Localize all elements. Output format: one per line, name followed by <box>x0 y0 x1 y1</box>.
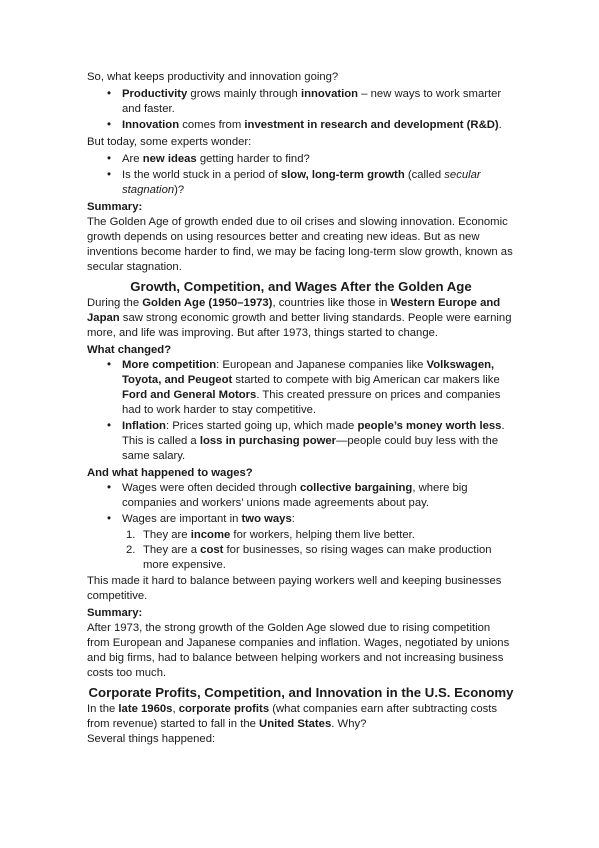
bold-text: new ideas <box>142 153 197 165</box>
text-run: In the <box>87 703 119 715</box>
summary-paragraph: The Golden Age of growth ended due to oil crises and slowing innovation. Economic growth depends on using resources better and creating new ideas. But as new inventions become harder to find, we may be facing long-term slow growth, known as secular stagnation. <box>87 216 513 273</box>
bold-text: two ways <box>241 513 292 525</box>
changes-list <box>87 358 515 464</box>
bold-text: slow, long-term growth <box>280 169 405 181</box>
bold-text: United States <box>259 718 332 730</box>
questions-list <box>87 152 515 198</box>
summary-label-2: Summary: <box>87 607 143 619</box>
bold-text: collective bargaining <box>299 482 413 494</box>
list-item <box>87 118 515 133</box>
bold-text: late 1960s <box>118 703 173 715</box>
bold-text: loss in purchasing power <box>199 435 337 447</box>
several-text: Several things happened: <box>87 733 216 745</box>
text-run: (what companies earn after subtracting costs from revenue) started to fall in the <box>87 703 498 730</box>
text-run: started to compete with big American car makers like <box>232 374 500 386</box>
bold-text: Inflation <box>122 420 166 432</box>
bold-text: corporate profits <box>178 703 270 715</box>
section-heading: Growth, Competition, and Wages After the Golden Age <box>130 279 472 294</box>
list-item <box>87 512 515 527</box>
text-run: . This created pressure on prices and companies had to work harder to stay competitive. <box>122 389 501 416</box>
profits-paragraph <box>87 702 515 732</box>
text-run: grows mainly through <box>187 88 301 100</box>
bold-text: investment in research and development (R&D) <box>244 119 499 131</box>
golden-age-paragraph <box>87 296 515 341</box>
list-item <box>87 87 515 117</box>
item-number: 2. <box>126 544 136 556</box>
intro-text: So, what keeps productivity and innovation going? <box>87 71 339 83</box>
section-heading-2: Corporate Profits, Competition, and Innovation in the U.S. Economy <box>88 685 514 700</box>
list-item <box>87 168 515 198</box>
text-run: for businesses, so rising wages can make production more expensive. <box>143 544 492 571</box>
bold-text: Volkswagen, Toyota, and Peugeot <box>122 359 495 386</box>
text-run: )? <box>174 184 185 196</box>
summary-paragraph-2: After 1973, the strong growth of the Golden Age slowed due to rising competition from European and Japanese companies and inflation. Wages, negotiated by unions and big firms, had to balance between helping workers and not increasing business costs too much. <box>87 622 510 679</box>
bold-text: Innovation <box>122 119 180 131</box>
text-run: They are a <box>143 544 201 556</box>
bold-text: Western Europe and Japan <box>87 297 501 324</box>
what-changed-label: What changed? <box>87 344 172 356</box>
text-run: Is the world stuck in a period of <box>122 169 281 181</box>
bold-text: Golden Age (1950–1973) <box>142 297 273 309</box>
text-run: for workers, helping them live better. <box>230 529 415 541</box>
text-run: , where big companies and workers’ unions made agreements about pay. <box>122 482 468 509</box>
text-run: They are <box>143 529 191 541</box>
bold-text: innovation <box>300 88 359 100</box>
text-run: (called <box>404 169 445 181</box>
summary-label: Summary: <box>87 201 143 213</box>
productivity-list <box>87 87 515 133</box>
list-item <box>87 358 515 418</box>
experts-text: But today, some experts wonder: <box>87 136 252 148</box>
text-run: —people could buy less with the same salary. <box>122 435 499 462</box>
wage-ways-list <box>87 528 515 573</box>
numbered-item <box>87 543 515 573</box>
text-run: Are <box>122 153 143 165</box>
wages-question-label: And what happened to wages? <box>87 467 253 479</box>
balance-paragraph: This made it hard to balance between paying workers well and keeping businesses competitive. <box>87 575 502 602</box>
italic-text: secular stagnation <box>122 169 481 196</box>
bold-text: cost <box>200 544 224 556</box>
numbered-item <box>87 528 515 543</box>
text-run: Wages are important in <box>122 513 242 525</box>
text-run: : Prices started going up, which made <box>165 420 358 432</box>
bold-text: More competition <box>122 359 217 371</box>
bold-text: people’s money worth less <box>357 420 502 432</box>
text-run: , countries like those in <box>272 297 391 309</box>
list-item <box>87 419 515 464</box>
wages-list <box>87 481 515 527</box>
text-run: comes from <box>179 119 245 131</box>
list-item <box>87 481 515 511</box>
text-run: : European and Japanese companies like <box>216 359 427 371</box>
text-run: . This is called a <box>122 420 505 447</box>
text-run: – new ways to work smarter and faster. <box>122 88 502 115</box>
text-run: . <box>498 119 502 131</box>
text-run: : <box>291 513 295 525</box>
bold-text: income <box>190 529 231 541</box>
text-run: getting harder to find? <box>196 153 310 165</box>
text-run: saw strong economic growth and better living standards. People were earning more, and life was improving. But after 1973, things started to change. <box>87 312 512 339</box>
text-run: , <box>172 703 179 715</box>
text-run: During the <box>87 297 143 309</box>
bold-text: Productivity <box>122 88 188 100</box>
list-item <box>87 152 515 167</box>
text-run: Wages were often decided through <box>122 482 300 494</box>
bold-text: Ford and General Motors <box>122 389 257 401</box>
item-number: 1. <box>126 529 136 541</box>
text-run: . Why? <box>331 718 367 730</box>
